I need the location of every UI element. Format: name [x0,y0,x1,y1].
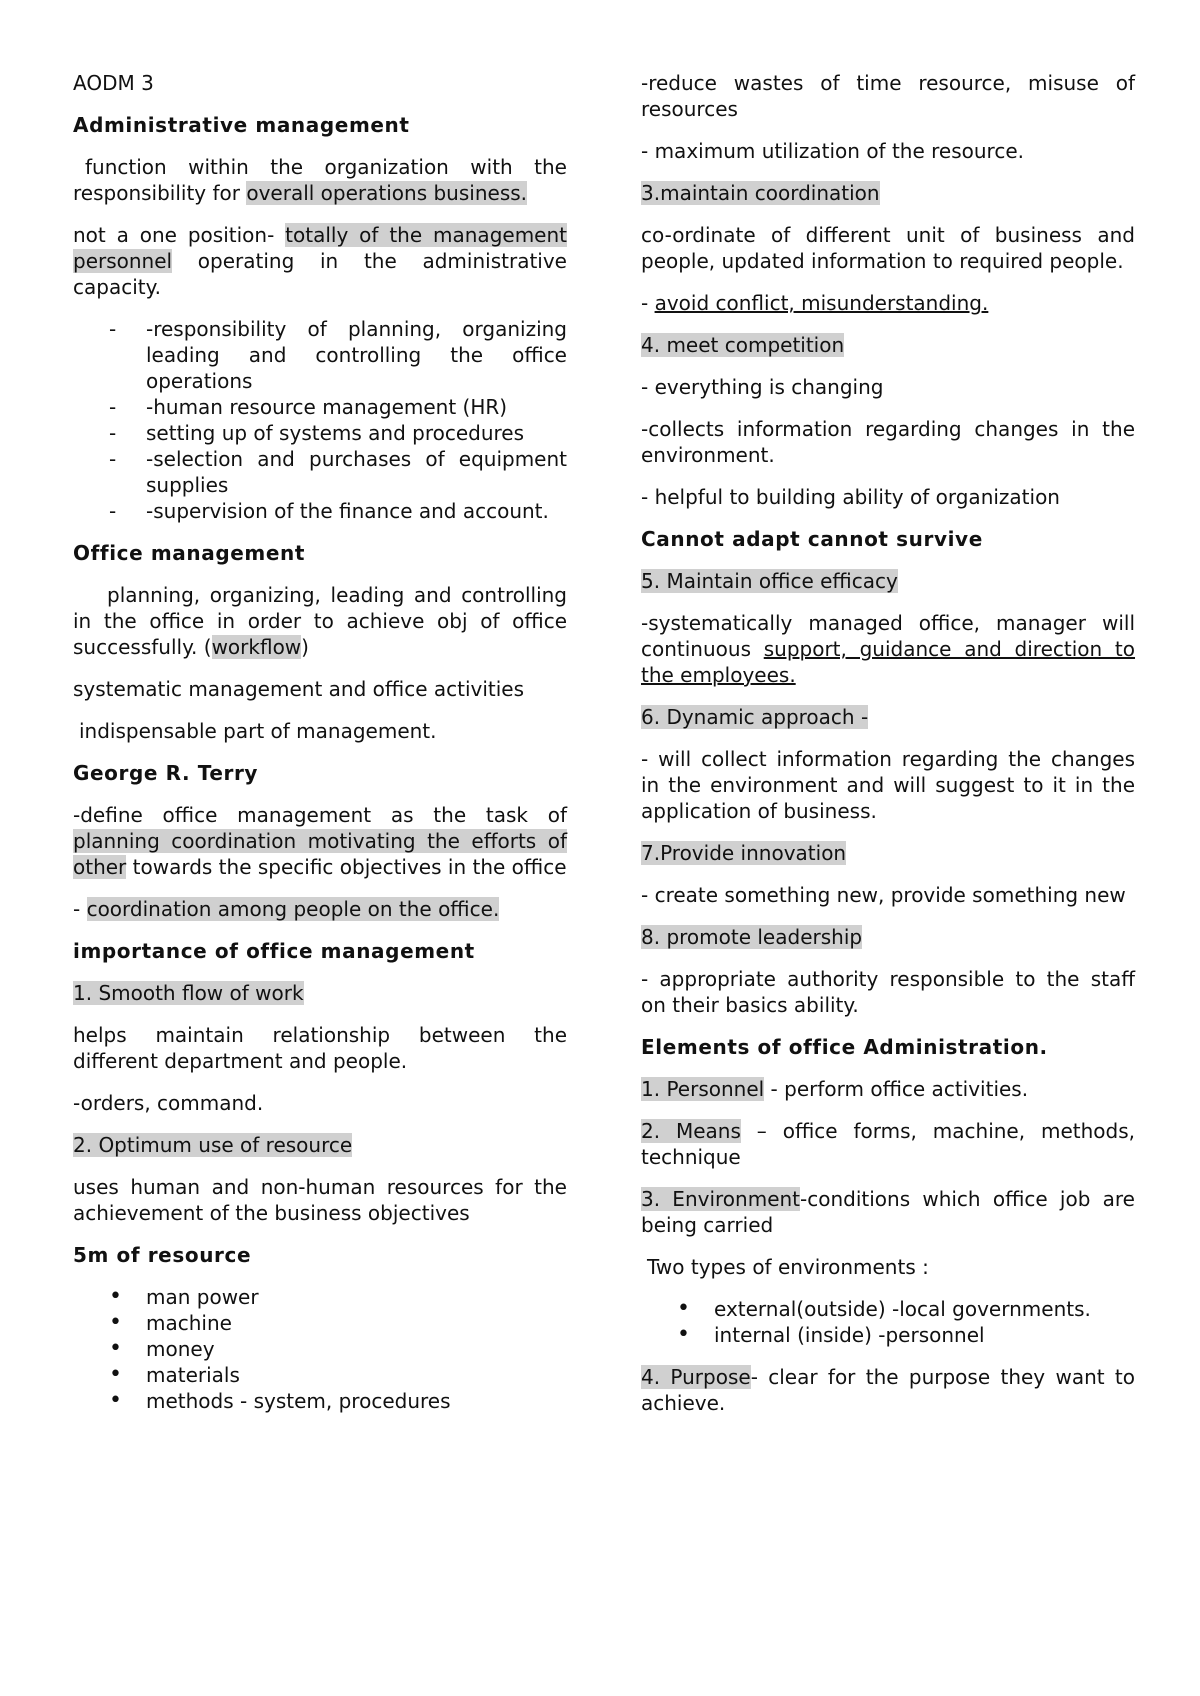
office-paragraph-2: systematic management and office activities [73,677,525,701]
imp5-p1-underline: support, guidance and direction to the employees. [641,637,1136,687]
imp3-paragraph-2 [641,290,1135,316]
list-item: - setting up of systems and procedures [73,420,567,446]
document-title: AODM 3 [73,71,154,95]
imp5-p1-text: -systematically managed office, manager will continuous [641,611,1135,661]
heading-george-terry: George R. Terry [73,761,259,785]
element-1-highlight: 1. Personnel [641,1077,765,1101]
importance-item-6-title [641,704,1135,730]
terry-paragraph-2 [73,896,567,922]
list-item: • money [73,1336,567,1362]
importance-item-2-title [73,1132,567,1158]
importance-item-7-title [641,840,1135,866]
importance-item-8-title [641,924,1135,950]
element-2-highlight: 2. Means [641,1119,741,1143]
env-types-list [641,1296,1135,1348]
heading-office-management: Office management [73,541,305,565]
terry-paragraph-1 [73,802,567,880]
list-item: - -human resource management (HR) [73,394,567,420]
list-item: • materials [73,1362,567,1388]
office-paragraph-3: indispensable part of management. [79,719,437,743]
admin-p2-text: not a one position- [73,223,286,247]
imp1-title-highlight: 1. Smooth flow of work [73,981,304,1005]
terry-p1-text: -define office management as the task of [73,803,567,827]
imp4-paragraph-2: -collects information regarding changes in the environment. [641,417,1135,467]
importance-item-5-title [641,568,1135,594]
imp2-paragraph-1: uses human and non-human resources for the achievement of the business objectives [73,1175,567,1225]
heading-5m-of-resource: 5m of resource [73,1243,252,1267]
right-paragraph-1: -reduce wastes of time resource, misuse of resources [641,71,1135,121]
imp3-title-highlight: 3.maintain coordination [641,181,880,205]
admin-p2-text-end: operating in the administrative capacity. [73,249,567,299]
list-item: • external(outside) -local governments. [641,1296,1135,1322]
right-paragraph-2: - maximum utilization of the resource. [641,139,1024,163]
element-2-text: – office forms, machine, methods, technique [641,1119,1136,1169]
heading-elements: Elements of office Administration. [641,1035,1048,1059]
imp3-p2-underline: avoid conflict, misunderstanding. [654,291,989,315]
imp2-title-highlight: 2. Optimum use of resource [73,1133,353,1157]
list-item: - -selection and purchases of equipment supplies [73,446,567,498]
imp4-paragraph-3: - helpful to building ability of organization [641,485,1060,509]
heading-cannot-adapt: Cannot adapt cannot survive [641,527,983,551]
imp1-paragraph-2: -orders, command. [73,1091,264,1115]
right-column [641,70,1135,1432]
imp8-paragraph-1: - appropriate authority responsible to the staff on their basics ability. [641,967,1135,1017]
element-4 [641,1364,1135,1416]
terry-p1-text-end: towards the specific objectives in the office [126,855,567,879]
element-1 [641,1076,1135,1102]
admin-p2-highlight: totally of the management personnel [73,223,567,273]
list-item: - -responsibility of planning, organizing leading and controlling the office operations [73,316,567,394]
element-3-highlight: 3. Environment [641,1187,801,1211]
terry-p2-highlight: coordination among people on the office. [86,897,500,921]
office-paragraph-1 [73,582,567,660]
terry-p1-highlight: planning coordination motivating the efforts of other [73,829,567,879]
imp1-paragraph-1: helps maintain relationship between the different department and people. [73,1023,567,1073]
heading-importance: importance of office management [73,939,475,963]
element-3-text: -conditions which office job are being carried [641,1187,1135,1237]
importance-item-4-title [641,332,1135,358]
list-item: • internal (inside) -personnel [641,1322,1135,1348]
admin-paragraph-2 [73,222,567,300]
imp5-title-highlight: 5. Maintain office efficacy [641,569,898,593]
imp7-paragraph-1: - create something new, provide something new [641,883,1126,907]
imp4-title-highlight: 4. meet competition [641,333,845,357]
imp7-title-highlight: 7.Provide innovation [641,841,847,865]
imp4-paragraph-1: - everything is changing [641,375,884,399]
imp6-paragraph-1: - will collect information regarding the changes in the environment and will suggest to it in the application of business. [641,747,1135,823]
office-p1-text: planning, organizing, leading and controlling in the office in order to achieve obj of office successfully. ( [73,583,567,659]
element-2 [641,1118,1135,1170]
left-column [73,70,567,1430]
element-4-text: - clear for the purpose they want to achieve. [641,1365,1136,1415]
imp6-title-highlight: 6. Dynamic approach - [641,705,869,729]
element-3 [641,1186,1135,1238]
element-4-highlight: 4. Purpose [641,1365,751,1389]
importance-item-3-title [641,180,1135,206]
imp8-title-highlight: 8. promote leadership [641,925,863,949]
admin-p1-text: function within the organization with the responsibility for [73,155,567,205]
imp5-paragraph-1 [641,610,1135,688]
admin-p1-highlight: overall operations business. [246,181,528,205]
env-types-text: Two types of environments : [647,1255,929,1279]
list-item: - -supervision of the finance and account. [73,498,567,524]
fivem-list [73,1284,567,1414]
imp3-paragraph-1: co-ordinate of different unit of business and people, updated information to required people. [641,223,1135,273]
element-1-text: - perform office activities. [764,1077,1029,1101]
list-item: • man power [73,1284,567,1310]
admin-responsibilities-list [73,316,567,524]
list-item: • machine [73,1310,567,1336]
admin-paragraph-1 [73,154,567,206]
importance-item-1-title [73,980,567,1006]
office-p1-highlight: workflow [211,635,302,659]
terry-p2-text: - [73,897,87,921]
heading-administrative-management: Administrative management [73,113,410,137]
imp3-p2-text: - [641,291,655,315]
office-p1-text-end: ) [301,635,309,659]
list-item: • methods - system, procedures [73,1388,567,1414]
